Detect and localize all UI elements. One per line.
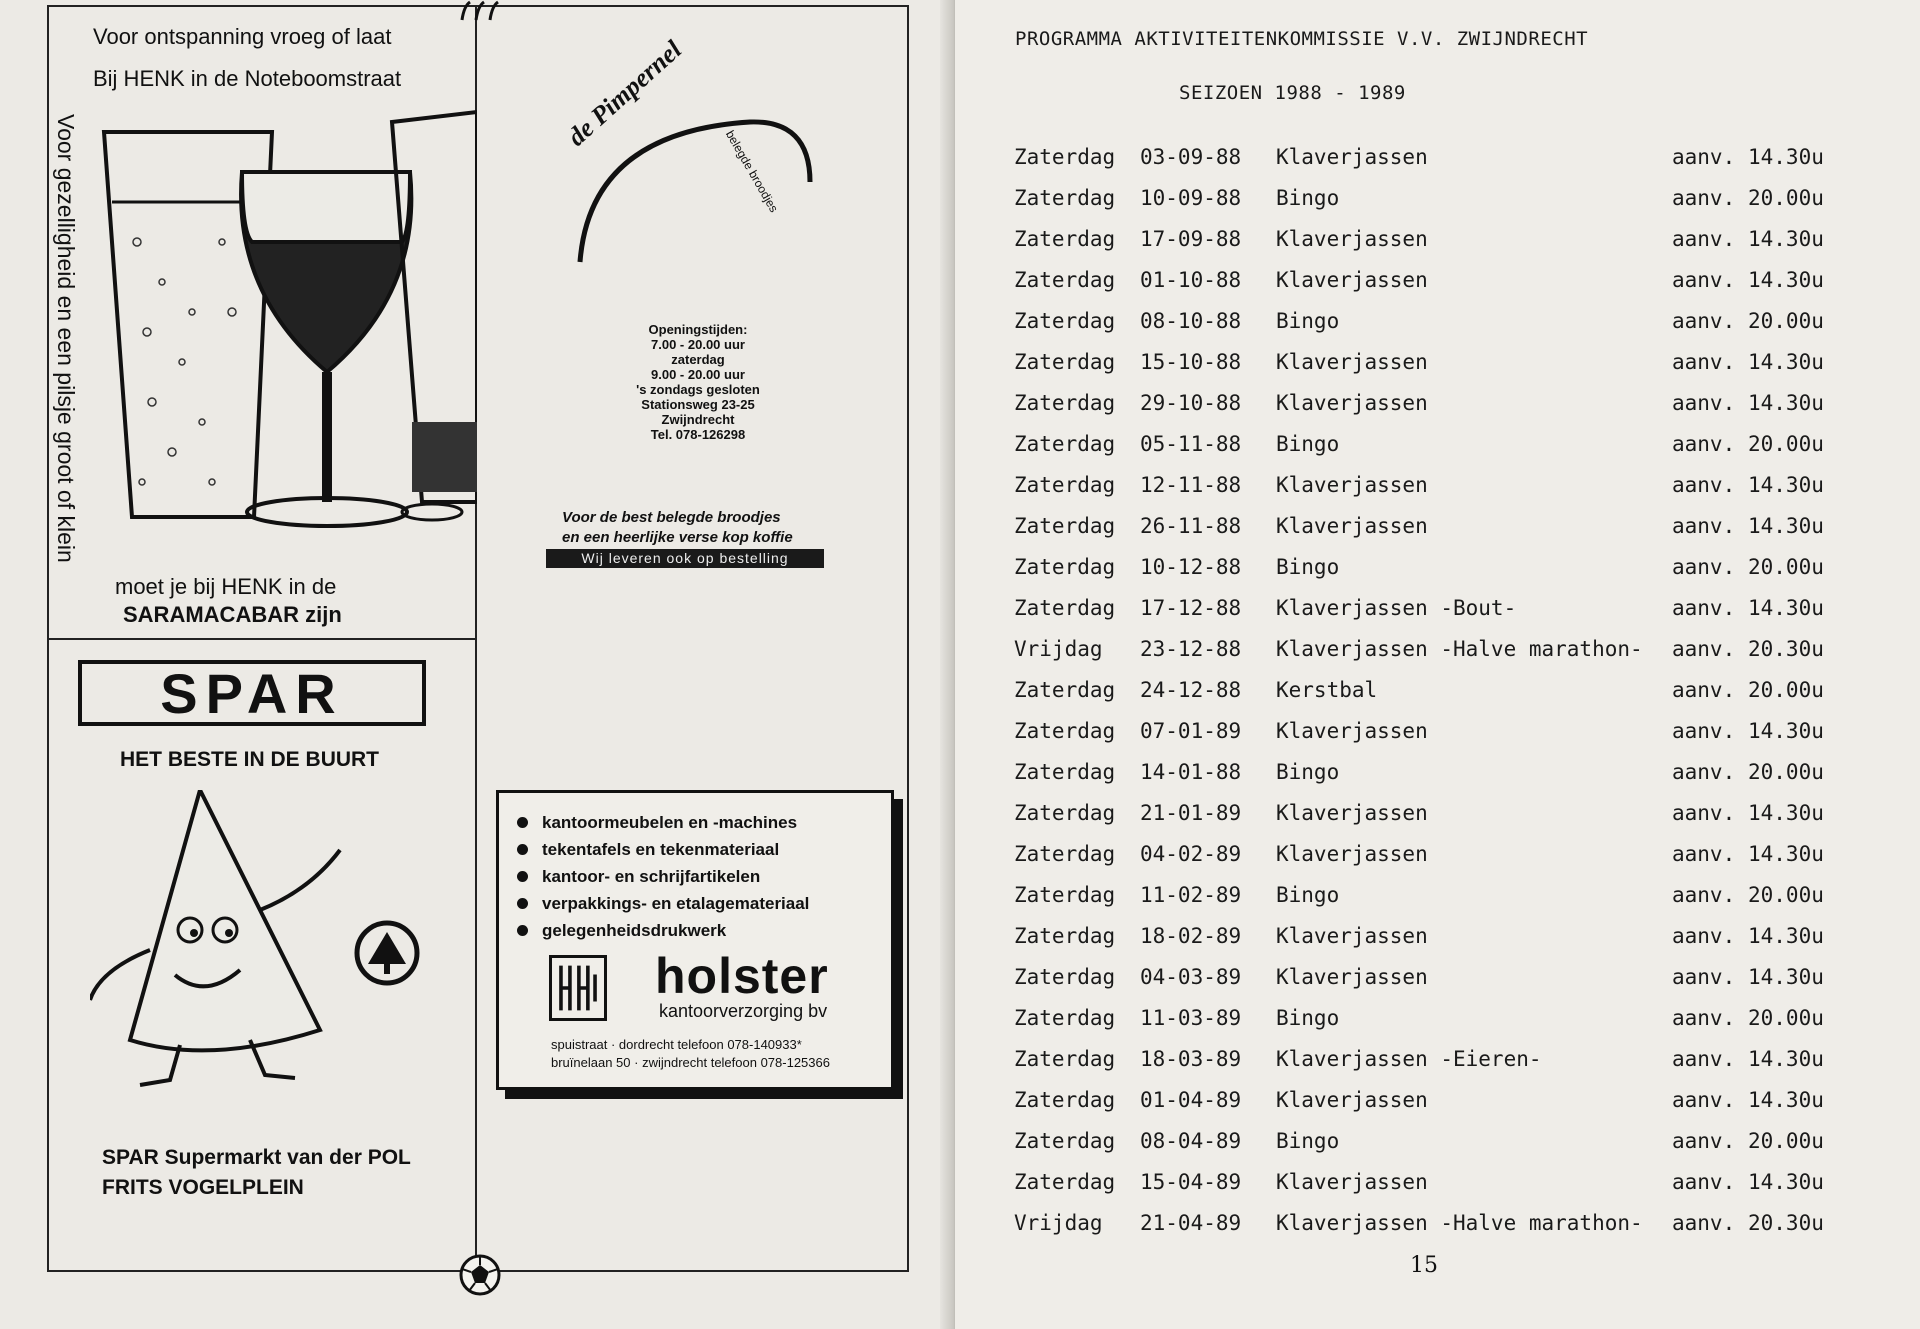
schedule-activity: Klaverjassen bbox=[1276, 391, 1428, 415]
list-item: gelegenheidsdrukwerk bbox=[517, 917, 809, 944]
schedule-time: 14.30u bbox=[1748, 268, 1824, 292]
schedule-day: Zaterdag bbox=[1014, 1047, 1116, 1071]
schedule-row bbox=[1014, 1047, 1864, 1088]
schedule-aanv: aanv. bbox=[1672, 145, 1736, 169]
schedule-row bbox=[1014, 965, 1864, 1006]
schedule-activity: Bingo bbox=[1276, 432, 1340, 456]
pimpernel-hours-line: zaterdag bbox=[671, 352, 725, 367]
schedule-time: 20.30u bbox=[1748, 637, 1824, 661]
schedule-row bbox=[1014, 555, 1864, 596]
schedule-row bbox=[1014, 637, 1864, 678]
schedule-aanv: aanv. bbox=[1672, 473, 1736, 497]
schedule-date: 11-03-89 bbox=[1140, 1006, 1242, 1030]
schedule-aanv: aanv. bbox=[1672, 514, 1736, 538]
schedule-row bbox=[1014, 350, 1864, 391]
schedule-activity: Bingo bbox=[1276, 1129, 1340, 1153]
list-item: verpakkings- en etalagemateriaal bbox=[517, 890, 809, 917]
pimpernel-hours-line: Openingstijden: bbox=[648, 322, 748, 337]
schedule-time: 20.00u bbox=[1748, 1006, 1824, 1030]
schedule-aanv: aanv. bbox=[1672, 268, 1736, 292]
schedule-day: Zaterdag bbox=[1014, 473, 1116, 497]
schedule-date: 17-09-88 bbox=[1140, 227, 1242, 251]
pimpernel-slogan-line2: en een heerlijke verse kop koffie bbox=[562, 529, 793, 546]
schedule-day: Zaterdag bbox=[1014, 965, 1116, 989]
schedule-time: 20.00u bbox=[1748, 432, 1824, 456]
schedule-date: 10-12-88 bbox=[1140, 555, 1242, 579]
schedule-row bbox=[1014, 432, 1864, 473]
schedule-aanv: aanv. bbox=[1672, 391, 1736, 415]
schedule-row bbox=[1014, 1170, 1864, 1211]
schedule-day: Zaterdag bbox=[1014, 268, 1116, 292]
henk-ad-vertical-text: Voor gezelligheid en een pilsje groot of klein bbox=[53, 114, 79, 563]
schedule-activity: Klaverjassen bbox=[1276, 473, 1428, 497]
schedule-row bbox=[1014, 678, 1864, 719]
football-icon bbox=[458, 1253, 502, 1297]
bullet-icon bbox=[517, 817, 528, 828]
schedule-row bbox=[1014, 268, 1864, 309]
schedule-activity: Klaverjassen bbox=[1276, 719, 1428, 743]
pimpernel-title: de Pimpernel bbox=[562, 34, 688, 152]
holster-logo-icon bbox=[549, 955, 607, 1021]
schedule-row bbox=[1014, 473, 1864, 514]
schedule-date: 03-09-88 bbox=[1140, 145, 1242, 169]
schedule-date: 21-04-89 bbox=[1140, 1211, 1242, 1235]
schedule-aanv: aanv. bbox=[1672, 1006, 1736, 1030]
schedule-day: Zaterdag bbox=[1014, 350, 1116, 374]
schedule-date: 23-12-88 bbox=[1140, 637, 1242, 661]
schedule-time: 14.30u bbox=[1748, 719, 1824, 743]
schedule-time: 14.30u bbox=[1748, 801, 1824, 825]
schedule-day: Vrijdag bbox=[1014, 1211, 1103, 1235]
schedule-time: 14.30u bbox=[1748, 596, 1824, 620]
schedule-time: 20.00u bbox=[1748, 883, 1824, 907]
schedule-time: 14.30u bbox=[1748, 924, 1824, 948]
schedule-aanv: aanv. bbox=[1672, 760, 1736, 784]
schedule-date: 07-01-89 bbox=[1140, 719, 1242, 743]
schedule-aanv: aanv. bbox=[1672, 432, 1736, 456]
schedule-activity: Klaverjassen bbox=[1276, 227, 1428, 251]
pimpernel-hours-line: Tel. 078-126298 bbox=[650, 427, 746, 442]
schedule-activity: Klaverjassen bbox=[1276, 350, 1428, 374]
schedule-day: Vrijdag bbox=[1014, 637, 1103, 661]
schedule-activity: Bingo bbox=[1276, 760, 1340, 784]
schedule-activity: Klaverjassen bbox=[1276, 1170, 1428, 1194]
schedule-row bbox=[1014, 1006, 1864, 1047]
pimpernel-hours-line: 9.00 - 20.00 uur bbox=[651, 367, 745, 382]
holster-address-line2: bruïnelaan 50 · zwijndrecht telefoon 078-125366 bbox=[551, 1055, 830, 1070]
schedule-time: 20.00u bbox=[1748, 1129, 1824, 1153]
schedule-aanv: aanv. bbox=[1672, 924, 1736, 948]
schedule-date: 12-11-88 bbox=[1140, 473, 1242, 497]
schedule-day: Zaterdag bbox=[1014, 1088, 1116, 1112]
list-item: kantoor- en schrijfartikelen bbox=[517, 863, 809, 890]
spar-tree-icon bbox=[352, 918, 422, 988]
schedule-aanv: aanv. bbox=[1672, 637, 1736, 661]
bullet-icon bbox=[517, 844, 528, 855]
henk-ad-bottom1: moet je bij HENK in de bbox=[115, 574, 337, 599]
schedule-activity: Klaverjassen bbox=[1276, 924, 1428, 948]
schedule-time: 20.30u bbox=[1748, 1211, 1824, 1235]
spar-address-line1: SPAR Supermarkt van der POL bbox=[102, 1146, 411, 1169]
schedule-row bbox=[1014, 309, 1864, 350]
henk-ad-bottom2: SARAMACABAR zijn bbox=[123, 602, 342, 627]
schedule-aanv: aanv. bbox=[1672, 719, 1736, 743]
schedule-aanv: aanv. bbox=[1672, 1088, 1736, 1112]
schedule-date: 01-10-88 bbox=[1140, 268, 1242, 292]
schedule-activity: Bingo bbox=[1276, 883, 1340, 907]
schedule-time: 20.00u bbox=[1748, 555, 1824, 579]
schedule-day: Zaterdag bbox=[1014, 309, 1116, 333]
schedule-row bbox=[1014, 1129, 1864, 1170]
pimpernel-slogan-line1: Voor de best belegde broodjes bbox=[562, 509, 781, 526]
schedule-day: Zaterdag bbox=[1014, 801, 1116, 825]
list-item: kantoormeubelen en -machines bbox=[517, 809, 809, 836]
holster-address-line1: spuistraat · dordrecht telefoon 078-140933* bbox=[551, 1037, 802, 1052]
program-season: SEIZOEN 1988 - 1989 bbox=[1179, 82, 1406, 104]
schedule-date: 15-10-88 bbox=[1140, 350, 1242, 374]
spar-logo bbox=[78, 660, 426, 726]
schedule-activity: Bingo bbox=[1276, 186, 1340, 210]
schedule-time: 14.30u bbox=[1748, 1170, 1824, 1194]
schedule-date: 04-02-89 bbox=[1140, 842, 1242, 866]
schedule-row bbox=[1014, 596, 1864, 637]
bullet-icon bbox=[517, 898, 528, 909]
schedule-date: 14-01-88 bbox=[1140, 760, 1242, 784]
schedule-day: Zaterdag bbox=[1014, 186, 1116, 210]
schedule-row bbox=[1014, 227, 1864, 268]
football-sprout-icon bbox=[448, 0, 508, 22]
pimpernel-subtitle: belegde broodjes bbox=[722, 128, 782, 215]
schedule-row bbox=[1014, 801, 1864, 842]
schedule-day: Zaterdag bbox=[1014, 596, 1116, 620]
pimpernel-hours-line: 's zondags gesloten bbox=[636, 382, 760, 397]
schedule-date: 05-11-88 bbox=[1140, 432, 1242, 456]
schedule-day: Zaterdag bbox=[1014, 842, 1116, 866]
schedule-day: Zaterdag bbox=[1014, 1129, 1116, 1153]
schedule-activity: Klaverjassen -Bout- bbox=[1276, 596, 1517, 620]
schedule-day: Zaterdag bbox=[1014, 719, 1116, 743]
schedule-row bbox=[1014, 514, 1864, 555]
schedule-activity: Klaverjassen bbox=[1276, 965, 1428, 989]
schedule-time: 14.30u bbox=[1748, 350, 1824, 374]
schedule-time: 20.00u bbox=[1748, 678, 1824, 702]
schedule-day: Zaterdag bbox=[1014, 391, 1116, 415]
schedule-aanv: aanv. bbox=[1672, 555, 1736, 579]
schedule-activity: Klaverjassen bbox=[1276, 268, 1428, 292]
holster-services-list bbox=[517, 809, 809, 944]
schedule-aanv: aanv. bbox=[1672, 842, 1736, 866]
schedule-date: 18-02-89 bbox=[1140, 924, 1242, 948]
schedule-aanv: aanv. bbox=[1672, 965, 1736, 989]
henk-ad-line2: Bij HENK in de Noteboomstraat bbox=[93, 66, 402, 91]
list-item: tekentafels en tekenmateriaal bbox=[517, 836, 809, 863]
ad-grid-divider-horizontal bbox=[47, 638, 477, 640]
schedule-row bbox=[1014, 924, 1864, 965]
schedule-time: 14.30u bbox=[1748, 1088, 1824, 1112]
schedule-row bbox=[1014, 842, 1864, 883]
pimpernel-slogan bbox=[562, 508, 793, 548]
schedule-date: 08-04-89 bbox=[1140, 1129, 1242, 1153]
holster-subtitle: kantoorverzorging bv bbox=[659, 1001, 828, 1021]
schedule-activity: Klaverjassen -Halve marathon- bbox=[1276, 637, 1643, 661]
schedule-time: 14.30u bbox=[1748, 227, 1824, 251]
holster-name: holster bbox=[655, 948, 829, 1004]
schedule-row bbox=[1014, 719, 1864, 760]
schedule-aanv: aanv. bbox=[1672, 678, 1736, 702]
schedule-activity: Klaverjassen -Halve marathon- bbox=[1276, 1211, 1643, 1235]
schedule-date: 04-03-89 bbox=[1140, 965, 1242, 989]
schedule-aanv: aanv. bbox=[1672, 596, 1736, 620]
schedule-day: Zaterdag bbox=[1014, 678, 1116, 702]
schedule-time: 14.30u bbox=[1748, 514, 1824, 538]
schedule-day: Zaterdag bbox=[1014, 1170, 1116, 1194]
schedule-row bbox=[1014, 1211, 1864, 1252]
schedule-aanv: aanv. bbox=[1672, 1129, 1736, 1153]
pimpernel-arc-logo bbox=[560, 112, 820, 312]
schedule-date: 24-12-88 bbox=[1140, 678, 1242, 702]
schedule-day: Zaterdag bbox=[1014, 924, 1116, 948]
schedule-time: 14.30u bbox=[1748, 965, 1824, 989]
schedule-row bbox=[1014, 186, 1864, 227]
schedule-day: Zaterdag bbox=[1014, 432, 1116, 456]
left-page bbox=[0, 0, 955, 1329]
page-number: 15 bbox=[1410, 1253, 1438, 1278]
schedule-time: 20.00u bbox=[1748, 309, 1824, 333]
bullet-icon bbox=[517, 925, 528, 936]
schedule-activity: Klaverjassen bbox=[1276, 1088, 1428, 1112]
schedule-row bbox=[1014, 883, 1864, 924]
spar-address-line2: FRITS VOGELPLEIN bbox=[102, 1176, 304, 1199]
schedule-activity: Bingo bbox=[1276, 555, 1340, 579]
bullet-icon bbox=[517, 871, 528, 882]
schedule-time: 20.00u bbox=[1748, 186, 1824, 210]
schedule-activity: Klaverjassen bbox=[1276, 514, 1428, 538]
henk-ad-line1: Voor ontspanning vroeg of laat bbox=[93, 24, 392, 49]
schedule-day: Zaterdag bbox=[1014, 883, 1116, 907]
schedule-time: 14.30u bbox=[1748, 145, 1824, 169]
schedule-date: 15-04-89 bbox=[1140, 1170, 1242, 1194]
schedule-time: 14.30u bbox=[1748, 1047, 1824, 1071]
schedule-aanv: aanv. bbox=[1672, 801, 1736, 825]
schedule-date: 21-01-89 bbox=[1140, 801, 1242, 825]
schedule-activity: Bingo bbox=[1276, 1006, 1340, 1030]
schedule-date: 29-10-88 bbox=[1140, 391, 1242, 415]
schedule-row bbox=[1014, 760, 1864, 801]
spar-logo-text: SPAR bbox=[160, 661, 344, 725]
schedule-aanv: aanv. bbox=[1672, 350, 1736, 374]
beer-glasses-illustration bbox=[92, 92, 477, 552]
schedule-activity: Klaverjassen bbox=[1276, 842, 1428, 866]
schedule-row bbox=[1014, 391, 1864, 432]
schedule-day: Zaterdag bbox=[1014, 514, 1116, 538]
schedule-row bbox=[1014, 1088, 1864, 1129]
pimpernel-delivery-banner: Wij leveren ook op bestelling bbox=[546, 549, 824, 568]
activity-schedule bbox=[1014, 145, 1864, 1252]
schedule-date: 18-03-89 bbox=[1140, 1047, 1242, 1071]
schedule-aanv: aanv. bbox=[1672, 309, 1736, 333]
schedule-time: 14.30u bbox=[1748, 391, 1824, 415]
schedule-aanv: aanv. bbox=[1672, 883, 1736, 907]
schedule-aanv: aanv. bbox=[1672, 1047, 1736, 1071]
schedule-aanv: aanv. bbox=[1672, 227, 1736, 251]
schedule-time: 20.00u bbox=[1748, 760, 1824, 784]
pimpernel-hours-line: Stationsweg 23-25 bbox=[641, 397, 755, 412]
schedule-activity: Klaverjassen bbox=[1276, 145, 1428, 169]
schedule-day: Zaterdag bbox=[1014, 227, 1116, 251]
schedule-activity: Kerstbal bbox=[1276, 678, 1378, 702]
schedule-date: 10-09-88 bbox=[1140, 186, 1242, 210]
schedule-date: 17-12-88 bbox=[1140, 596, 1242, 620]
schedule-day: Zaterdag bbox=[1014, 1006, 1116, 1030]
schedule-time: 14.30u bbox=[1748, 473, 1824, 497]
pimpernel-hours-line: Zwijndrecht bbox=[661, 412, 735, 427]
schedule-aanv: aanv. bbox=[1672, 1211, 1736, 1235]
schedule-date: 11-02-89 bbox=[1140, 883, 1242, 907]
schedule-activity: Klaverjassen -Eieren- bbox=[1276, 1047, 1542, 1071]
schedule-aanv: aanv. bbox=[1672, 1170, 1736, 1194]
schedule-time: 14.30u bbox=[1748, 842, 1824, 866]
schedule-activity: Klaverjassen bbox=[1276, 801, 1428, 825]
spar-tagline: HET BESTE IN DE BUURT bbox=[120, 748, 380, 771]
pimpernel-hours-line: 7.00 - 20.00 uur bbox=[651, 337, 745, 352]
schedule-day: Zaterdag bbox=[1014, 145, 1116, 169]
schedule-row bbox=[1014, 145, 1864, 186]
schedule-aanv: aanv. bbox=[1672, 186, 1736, 210]
holster-ad bbox=[496, 790, 894, 1090]
schedule-date: 08-10-88 bbox=[1140, 309, 1242, 333]
pimpernel-hours bbox=[608, 322, 788, 442]
schedule-activity: Bingo bbox=[1276, 309, 1340, 333]
schedule-day: Zaterdag bbox=[1014, 555, 1116, 579]
program-title: PROGRAMMA AKTIVITEITENKOMMISSIE V.V. ZWIJNDRECHT bbox=[1015, 28, 1589, 50]
schedule-day: Zaterdag bbox=[1014, 760, 1116, 784]
schedule-date: 01-04-89 bbox=[1140, 1088, 1242, 1112]
schedule-date: 26-11-88 bbox=[1140, 514, 1242, 538]
